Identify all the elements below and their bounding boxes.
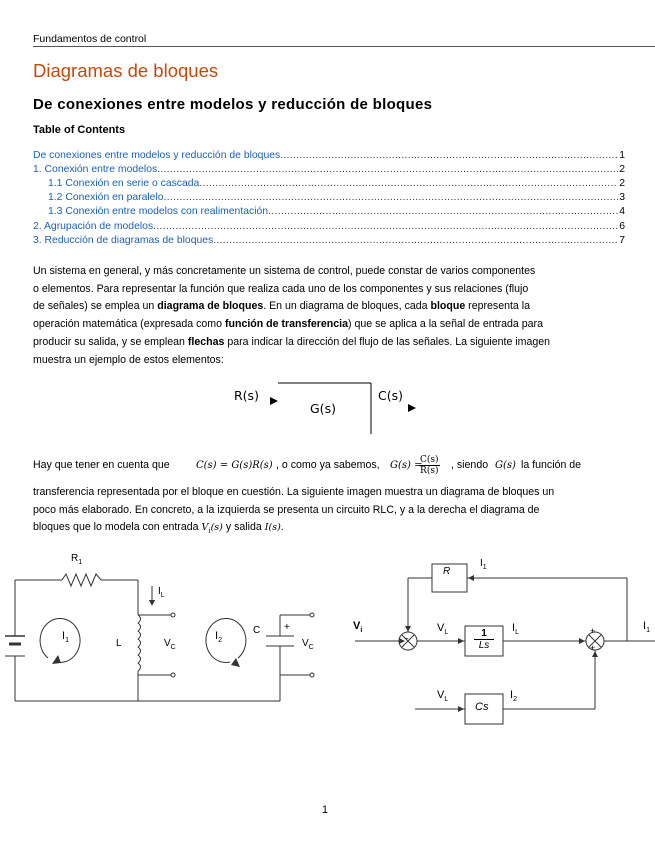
running-header: Fundamentos de control	[33, 33, 655, 47]
resistor-icon	[62, 574, 101, 586]
toc-entry-label[interactable]: 1.1 Conexión en serie o cascada	[48, 178, 200, 190]
rlc-paragraph: transferencia representada por el bloque en cuestión. La siguiente imagen muestra un diagrama de bloques un poco más elaborado. En concreto, a la izquierda se presenta un circuito RLC, y a la derecha el diagrama de bloques que lo modela con entrada $V_i(s)$ y salida I(s).	[33, 486, 555, 536]
il-label: $I_L$	[158, 586, 165, 599]
plus-label: +	[284, 622, 290, 633]
rlc-circuit	[0, 548, 330, 718]
vl-label: $V_L$	[437, 622, 449, 637]
vc-output-label: $V_C$	[302, 638, 314, 651]
i1-feedback-label: $I_1$	[480, 558, 487, 571]
vl2-label: $V_L$	[437, 689, 449, 704]
l-label: L	[116, 638, 122, 649]
toc-entry-label[interactable]: 2. Agrupación de modelos	[33, 220, 154, 232]
toc-entry[interactable]	[33, 217, 625, 231]
page-title: Diagramas de bloques	[33, 60, 219, 81]
il-output-label: $I_L$	[512, 622, 519, 637]
toc-entry-label[interactable]: De conexiones entre modelos y reducción de bloques	[33, 150, 281, 162]
toc-entry-label[interactable]: 1.2 Conexión en paralelo	[48, 192, 164, 204]
toc-entry-page: 2	[619, 164, 625, 176]
intro-paragraph: Un sistema en general, y más concretamente un sistema de control, puede constar de varios componentes o elementos. Para representar la función que realiza cada uno de los componentes y sus relaciones (flujo de señales) se emplea un diagrama de bloques. En un diagrama de bloques, cada bloque representa la operación matemática (expresada como función de transferencia) que se aplica a la señal de entrada para producir su salida, y se emplean flechas para indicar la dirección del flujo de las señales. La siguiente imagen muestra un ejemplo de estos elementos:	[33, 265, 551, 366]
section-subtitle: De conexiones entre modelos y reducción de bloques	[33, 96, 433, 113]
i2-output-label: $I_2$	[510, 689, 517, 704]
toc-entry[interactable]	[33, 147, 625, 161]
input-signal-label: R(s)	[234, 388, 259, 403]
toc-entry-page: 1	[619, 150, 625, 162]
table-of-contents	[33, 147, 625, 246]
input-arrow-icon	[270, 397, 278, 405]
vc-label: $V_C$	[164, 638, 176, 651]
inductor-icon	[138, 615, 141, 671]
output-signal-label: C(s)	[378, 388, 403, 403]
equation-output: C(s) = G(s)R(s)	[196, 460, 273, 471]
i1-label: $I_1$	[62, 630, 69, 645]
r1-label: $R_1$	[71, 553, 83, 566]
toc-heading: Table of Contents	[33, 124, 126, 136]
toc-entry[interactable]	[33, 175, 625, 189]
toc-entry-page: 7	[619, 234, 625, 246]
mesh-current-i1-icon	[40, 618, 80, 662]
toc-entry[interactable]	[33, 203, 625, 217]
output-arrow-icon	[408, 404, 416, 412]
r-block-label: R	[443, 566, 451, 577]
block-label: G(s)	[310, 401, 336, 416]
toc-entry-label[interactable]: 1.3 Conexión entre modelos con realimentación	[48, 206, 269, 218]
toc-entry-page: 4	[619, 206, 625, 218]
toc-entry[interactable]	[33, 232, 625, 246]
toc-entry[interactable]	[33, 189, 625, 203]
cs-block-label: Cs	[475, 701, 489, 713]
page-number: 1	[322, 804, 328, 816]
transfer-fraction: $\frac{C(s)}{R(s)}$	[420, 455, 439, 476]
i1-output-label: $I_1$	[643, 620, 650, 635]
simple-block-diagram	[215, 376, 440, 436]
vi-label: $V_i$	[353, 620, 363, 635]
c-label: C	[253, 625, 261, 636]
integrator-fraction: 1 Ls	[465, 628, 503, 651]
toc-entry-page: 6	[619, 220, 625, 232]
rlc-block-diagram: R $I_1$ $V_i$ − $V_L$ 1 Ls $I_L$ + + $I_1$ $V_L$ Cs $I_2$	[350, 556, 655, 726]
toc-entry-page: 3	[619, 192, 625, 204]
transfer-function-sentence: Hay que tener en cuenta que C(s) = G(s)R(s) , o como ya sabemos, G(s) = $\frac{C(s)}{R(s)}$ , siendo G(s) la función de	[33, 455, 582, 476]
toc-entry-label[interactable]: 3. Reducción de diagramas de bloques	[33, 234, 214, 246]
toc-entry-page: 2	[619, 178, 625, 190]
toc-entry-label[interactable]: 1. Conexión entre modelos	[33, 164, 158, 176]
i2-label: $I_2$	[215, 630, 222, 645]
mesh-current-i2-icon	[206, 618, 246, 662]
toc-entry[interactable]	[33, 161, 625, 175]
